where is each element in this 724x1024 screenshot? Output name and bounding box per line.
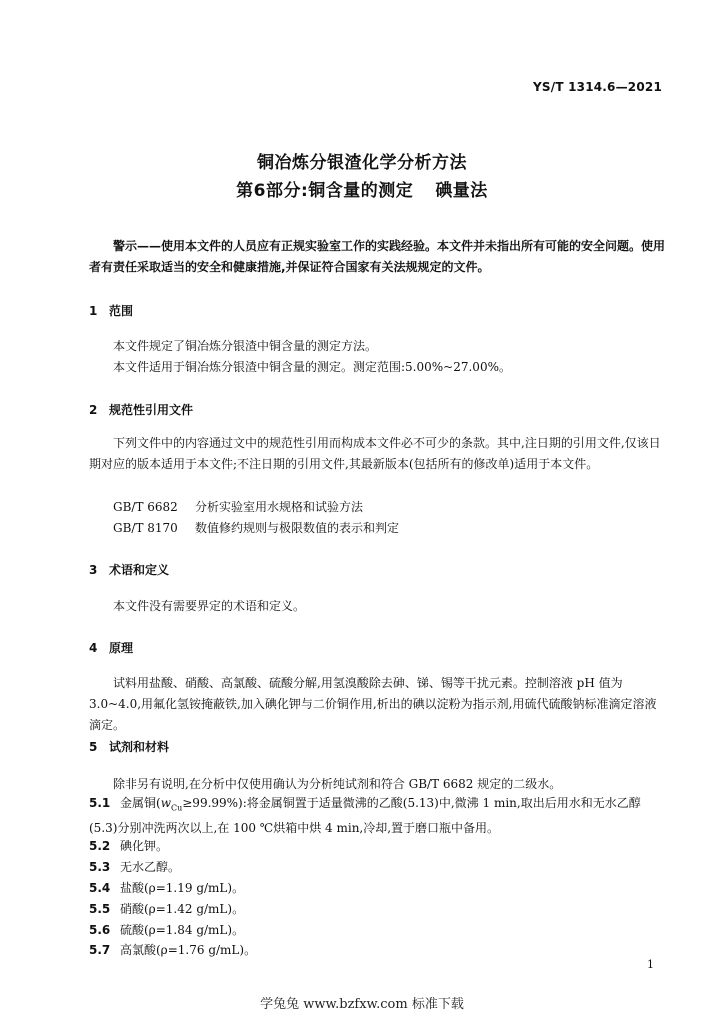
reagent-text: 无水乙醇。 — [120, 860, 181, 874]
section-number: 5 — [89, 740, 98, 754]
reagent-text: 盐酸(ρ=1.19 g/mL)。 — [120, 881, 245, 895]
reagent-text: 硫酸(ρ=1.84 g/mL)。 — [120, 923, 245, 937]
normative-references-paragraph: 下列文件中的内容通过文中的规范性引用而构成本文件必不可少的条款。其中,注日期的引用文件,仅该日期对应的版本适用于本文件;不注日期的引用文件,其最新版本(包括所有的修改单)适用于本文件。 — [89, 436, 661, 471]
reagent-item — [89, 837, 168, 854]
reference-item — [113, 519, 399, 536]
section-1-heading — [89, 302, 133, 319]
section-number: 4 — [89, 641, 98, 655]
reagent-text: 高氯酸(ρ=1.76 g/mL)。 — [120, 943, 257, 957]
principle-paragraph: 试料用盐酸、硝酸、高氯酸、硫酸分解,用氢溴酸除去砷、锑、锡等干扰元素。控制溶液 pH 值为 3.0~4.0,用氟化氢铵掩蔽铁,加入碘化钾与二价铜作用,析出的碘以淀粉为指示剂,用硫代硫酸钠标准滴定溶液滴定。 — [89, 676, 657, 732]
reagent-item — [89, 879, 244, 896]
reference-code: GB/T 6682 — [113, 500, 178, 514]
subtitle-part: 第6部分:铜含量的测定 — [236, 181, 414, 201]
terms-paragraph: 本文件没有需要界定的术语和定义。 — [113, 599, 306, 613]
section-title: 规范性引用文件 — [109, 403, 194, 417]
reagent-number: 5.3 — [89, 860, 111, 874]
reagent-text: 硝酸(ρ=1.42 g/mL)。 — [120, 902, 245, 916]
reference-code: GB/T 8170 — [113, 521, 178, 535]
section-5-heading — [89, 738, 169, 755]
section-title: 原理 — [109, 641, 134, 655]
page-number: 1 — [647, 958, 654, 971]
reference-name: 分析实验室用水规格和试验方法 — [195, 500, 364, 514]
section-3-heading — [89, 561, 169, 578]
standard-number: YS/T 1314.6—2021 — [533, 80, 662, 94]
section-number: 3 — [89, 563, 98, 577]
document-title: 铜冶炼分银渣化学分析方法 — [257, 153, 467, 173]
reagent-item — [89, 793, 667, 839]
footer-watermark: 学兔兔 www.bzfxw.com 标准下载 — [260, 997, 464, 1012]
section-title: 术语和定义 — [109, 563, 170, 577]
reagent-item — [89, 941, 256, 958]
subtitle-method: 碘量法 — [435, 181, 488, 201]
symbol-w: w — [160, 796, 171, 810]
section-number: 2 — [89, 403, 98, 417]
reagent-number: 5.1 — [89, 796, 111, 810]
reagent-number: 5.6 — [89, 923, 111, 937]
section-number: 1 — [89, 304, 98, 318]
reference-name: 数值修约规则与极限数值的表示和判定 — [195, 521, 400, 535]
reagent-item — [89, 921, 244, 938]
reagent-text: ≥99.99%):将金属铜置于适量微沸的乙酸(5.13)中,微沸 1 min,取出后用水和无水乙醇(5.3)分别冲洗两次以上,在 100 ℃烘箱中烘 4 min,冷却,置于磨口瓶中备用。 — [89, 796, 641, 836]
reference-item — [113, 498, 363, 515]
section-title: 范围 — [109, 304, 134, 318]
reagent-number: 5.4 — [89, 881, 111, 895]
scope-paragraph-2: 本文件适用于铜冶炼分银渣中铜含量的测定。测定范围:5.00%~27.00%。 — [113, 360, 511, 374]
reagent-number: 5.5 — [89, 902, 111, 916]
reagent-item — [89, 900, 244, 917]
warning-paragraph: 警示——使用本文件的人员应有正规实验室工作的实践经验。本文件并未指出所有可能的安全问题。使用者有责任采取适当的安全和健康措施,并保证符合国家有关法规规定的文件。 — [89, 239, 666, 274]
section-title: 试剂和材料 — [109, 740, 170, 754]
section-4-heading — [89, 639, 133, 656]
reagents-intro: 除非另有说明,在分析中仅使用确认为分析纯试剂和符合 GB/T 6682 规定的二级水。 — [113, 777, 562, 791]
document-subtitle — [0, 176, 724, 201]
section-2-heading — [89, 401, 193, 418]
reagent-text-prefix: 金属铜( — [120, 796, 161, 810]
reagent-number: 5.7 — [89, 943, 111, 957]
reagent-text: 碘化钾。 — [120, 839, 169, 853]
scope-paragraph-1: 本文件规定了铜冶炼分银渣中铜含量的测定方法。 — [113, 339, 378, 353]
symbol-subscript: Cu — [170, 803, 183, 813]
reagent-item — [89, 858, 180, 875]
reagent-number: 5.2 — [89, 839, 111, 853]
